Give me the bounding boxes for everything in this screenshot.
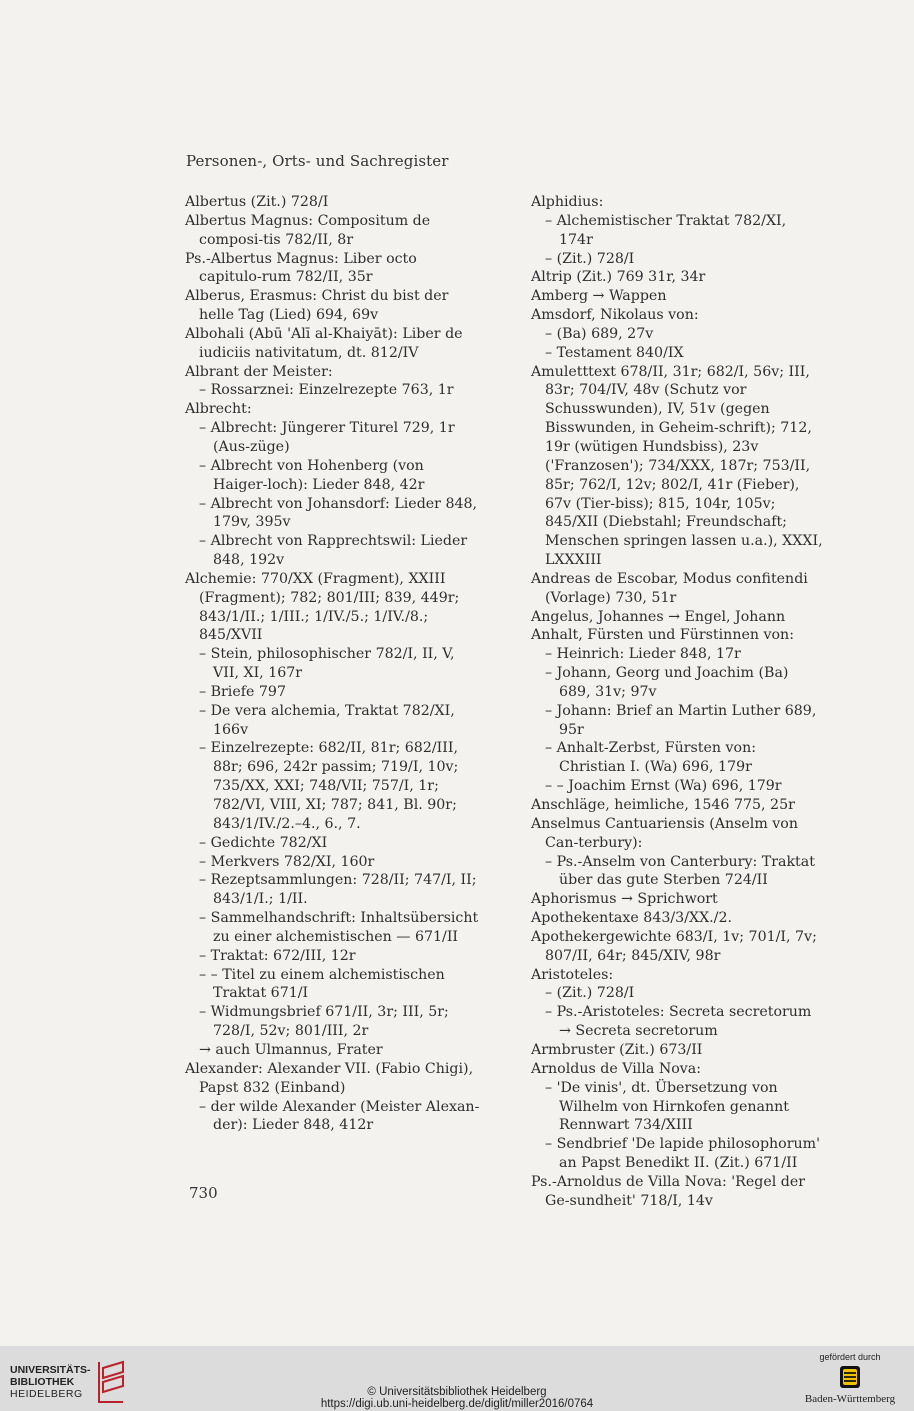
index-subentry: – Widmungsbrief 671/II, 3r; III, 5r; 728/I, 52v; 801/III, 2r	[199, 1004, 449, 1040]
index-subentry: – (Zit.) 728/I	[545, 985, 635, 1002]
index-subentry: – Traktat: 672/III, 12r	[199, 947, 356, 964]
index-entry: Altrip (Zit.) 769 31r, 34r	[531, 269, 706, 286]
viewer-footer	[0, 1346, 914, 1411]
copyright-block	[0, 1386, 914, 1410]
index-subentry: – (Zit.) 728/I	[545, 250, 635, 267]
index-subentry: – Sammelhandschrift: Inhaltsübersicht zu einer alchemistischen — 671/II	[199, 910, 479, 945]
index-entry: Amuletttext 678/II, 31r; 682/I, 56v; III, 83r; 704/IV, 48v (Schutz vor Schusswunden), IV, 51v (gegen Bisswunden, in Geheim-schrift); 712, 19r (wütigen Hundsbiss), 23v ('Franzosen'); 734/XXX, 187r; 753/II, 85r; 762/I, 12v; 802/I, 41r (Fieber), 67v (Tier-biss); 815, 104r, 105v; 845/XII (Diebstahl; Freundschaft; Menschen springen lassen u.a.), XXXI, LXXXIII	[531, 363, 823, 569]
index-subentry: – Albrecht: Jüngerer Titurel 729, 1r (Aus-züge)	[199, 420, 455, 455]
index-subentry: – Alchemistischer Traktat 782/XI, 174r	[545, 212, 787, 248]
index-entry: Andreas de Escobar, Modus confitendi (Vorlage) 730, 51r	[531, 570, 808, 606]
index-entry: Armbruster (Zit.) 673/II	[531, 1041, 703, 1058]
register-column-left	[185, 193, 480, 1135]
index-subentry: – Heinrich: Lieder 848, 17r	[545, 646, 741, 663]
index-subentry: – – Joachim Ernst (Wa) 696, 179r	[545, 778, 782, 795]
index-subentry: – Merkvers 782/XI, 160r	[199, 853, 375, 870]
index-entry: Anselmus Cantuariensis (Anselm von Can-terbury):	[531, 815, 798, 851]
register-column-right	[531, 193, 823, 1211]
index-entry: Apothekergewichte 683/I, 1v; 701/I, 7v; 807/II, 64r; 845/XIV, 98r	[531, 928, 817, 964]
index-entry: Apothekentaxe 843/3/XX./2.	[531, 910, 732, 927]
index-entry: Ps.-Albertus Magnus: Liber octo capitulo-rum 782/II, 35r	[185, 250, 417, 286]
permalink[interactable]: https://digi.ub.uni-heidelberg.de/diglit/miller2016/0764	[320, 1398, 594, 1410]
index-subentry: – Rossarznei: Einzelrezepte 763, 1r	[199, 382, 454, 399]
index-subentry: → auch Ulmannus, Frater	[199, 1041, 383, 1058]
sponsor-name: Baden-Württemberg	[804, 1393, 896, 1405]
index-entry: Albrecht:	[185, 401, 252, 418]
index-subentry: – Johann: Brief an Martin Luther 689, 95r	[545, 702, 817, 738]
index-entry: Alphidius:	[531, 194, 604, 210]
index-entry: Aristoteles:	[531, 966, 614, 983]
index-subentry: – Ps.-Anselm von Canterbury: Traktat über das gute Sterben 724/II	[545, 853, 815, 889]
sponsor-label: gefördert durch	[819, 1352, 881, 1362]
index-subentry: – Albrecht von Johansdorf: Lieder 848, 179v, 395v	[199, 495, 478, 531]
index-subentry: – Stein, philosophischer 782/I, II, V, VII, XI, 167r	[199, 646, 455, 682]
index-subentry: – Johann, Georg und Joachim (Ba) 689, 31v; 97v	[545, 665, 789, 700]
index-subentry: – Einzelrezepte: 682/II, 81r; 682/III, 88r; 696, 242r passim; 719/I, 10v; 735/XX, XXI; 748/VII; 757/I, 1r; 782/VI, VIII, XI; 787; 841, Bl. 90r; 843/1/IV./2.–4., 6., 7.	[199, 740, 459, 832]
index-entry: Amsdorf, Nikolaus von:	[531, 307, 699, 324]
index-entry: Anhalt, Fürsten und Fürstinnen von:	[531, 627, 794, 644]
index-subentry: – Briefe 797	[199, 683, 286, 700]
index-subentry: – Rezeptsammlungen: 728/II; 747/I, II; 843/1/I.; 1/II.	[199, 872, 477, 908]
index-entry: Ps.-Arnoldus de Villa Nova: 'Regel der Ge-sundheit' 718/I, 14v	[531, 1173, 806, 1209]
index-entry: Alchemie: 770/XX (Fragment), XXIII (Fragment); 782; 801/III; 839, 449r; 843/1/II.; 1/III.; 1/IV./5.; 1/IV./8.; 845/XVII	[185, 570, 460, 644]
index-subentry: – Sendbrief 'De lapide philosophorum' an Papst Benedikt II. (Zit.) 671/II	[545, 1136, 820, 1172]
library-line-3: HEIDELBERG	[10, 1388, 83, 1400]
index-subentry: – der wilde Alexander (Meister Alexan-der): Lieder 848, 412r	[199, 1098, 480, 1134]
index-subentry: – Albrecht von Rapprechtswil: Lieder 848, 192v	[199, 533, 468, 569]
index-entry: Angelus, Johannes → Engel, Johann	[531, 608, 786, 625]
index-entry: Albertus Magnus: Compositum de composi-tis 782/II, 8r	[185, 212, 431, 248]
index-subentry: – (Ba) 689, 27v	[545, 325, 654, 342]
index-entry: Amberg → Wappen	[531, 288, 667, 305]
sponsor-block	[800, 1352, 900, 1405]
index-entry: Albrant der Meister:	[185, 363, 333, 380]
copyright-text: © Universitätsbibliothek Heidelberg	[367, 1386, 547, 1398]
coat-of-arms-icon	[836, 1364, 864, 1392]
index-entry: Anschläge, heimliche, 1546 775, 25r	[531, 797, 795, 813]
index-subentry: – Gedichte 782/XI	[199, 834, 328, 851]
index-entry: Alberus, Erasmus: Christ du bist der helle Tag (Lied) 694, 69v	[185, 288, 449, 324]
library-line-2: BIBLIOTHEK	[10, 1376, 75, 1388]
running-head: Personen-, Orts- und Sachregister	[186, 152, 449, 170]
index-subentry: – 'De vinis', dt. Übersetzung von Wilhelm von Hirnkofen genannt Rennwart 734/XIII	[545, 1079, 789, 1134]
library-line-1: UNIVERSITÄTS-	[10, 1364, 91, 1376]
index-entry: Arnoldus de Villa Nova:	[531, 1060, 702, 1077]
index-subentry: – Ps.-Aristoteles: Secreta secretorum → Secreta secretorum	[545, 1004, 812, 1040]
index-subentry: – Testament 840/IX	[545, 344, 684, 361]
index-subentry: – Albrecht von Hohenberg (von Haiger-loch): Lieder 848, 42r	[199, 457, 425, 493]
index-subentry: – – Titel zu einem alchemistischen Traktat 671/I	[199, 966, 445, 1002]
index-entry: Alexander: Alexander VII. (Fabio Chigi), Papst 832 (Einband)	[185, 1060, 474, 1096]
index-subentry: – De vera alchemia, Traktat 782/XI, 166v	[199, 702, 455, 738]
index-entry: Albertus (Zit.) 728/I	[185, 194, 329, 210]
index-subentry: – Anhalt-Zerbst, Fürsten von: Christian I. (Wa) 696, 179r	[545, 740, 756, 776]
page-number: 730	[189, 1184, 218, 1202]
index-entry: Albohali (Abū 'Alī al-Khaiyāt): Liber de iudiciis nativitatum, dt. 812/IV	[185, 325, 463, 361]
index-entry: Aphorismus → Sprichwort	[531, 891, 718, 908]
